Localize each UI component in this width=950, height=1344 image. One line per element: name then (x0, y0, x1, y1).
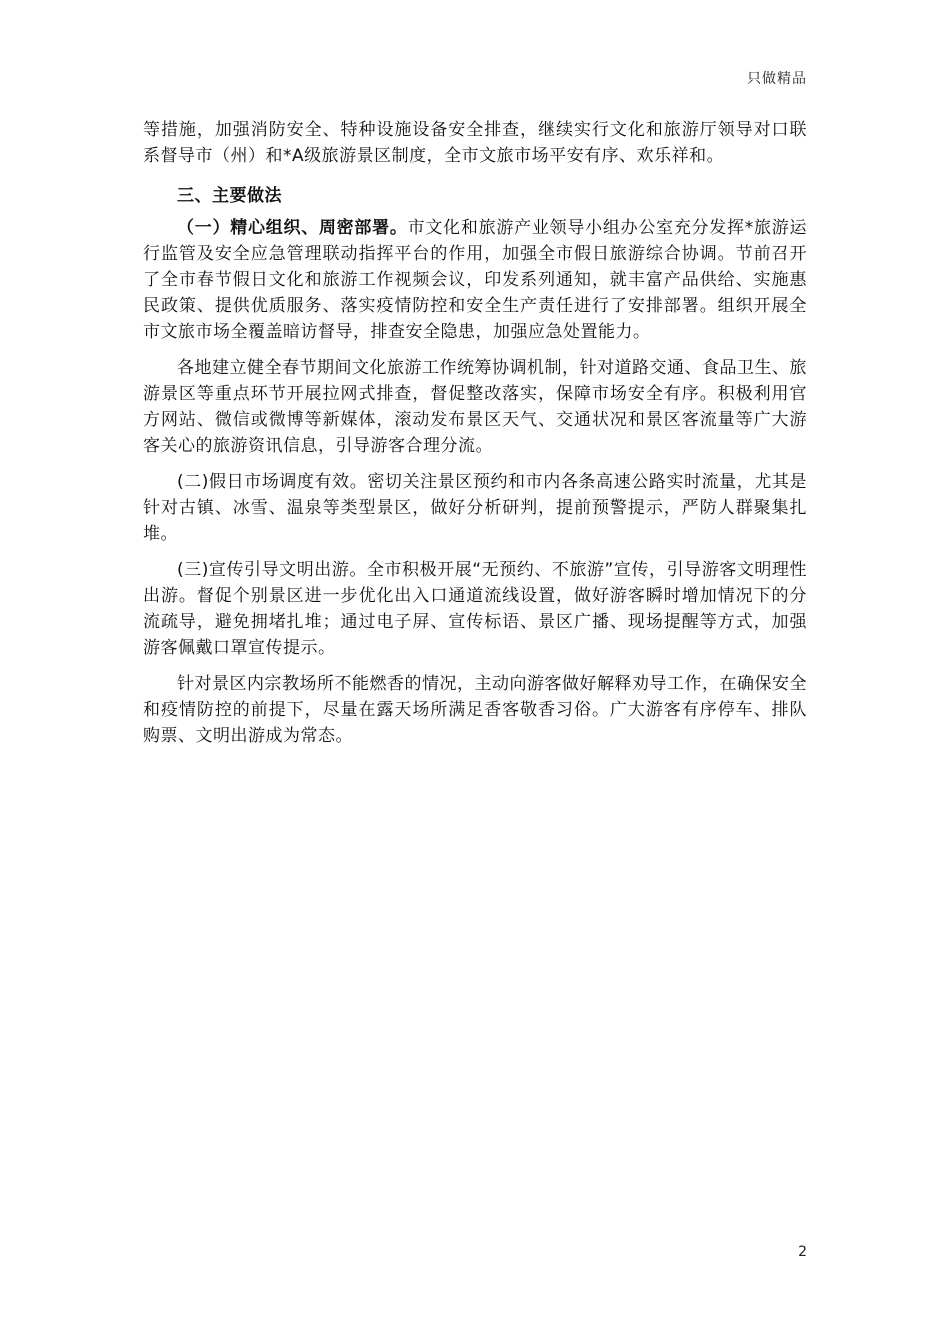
header-note: 只做精品 (747, 71, 807, 87)
paragraph-organization (143, 215, 807, 345)
paragraph-body-organization: 市文化和旅游产业领导小组办公室充分发挥*旅游运行监管及安全应急管理联动指挥平台的作用，加强全市假日旅游综合协调。节前召开了全市春节假日文化和旅游工作视频会议，印发系列通知，就丰富产品供给、实施惠民政策、提供优质服务、落实疫情防控和安全生产责任进行了安排部署。组织开展全市文旅市场全覆盖暗访督导，排查安全隐患，加强应急处置能力。 (143, 218, 808, 342)
page-number: 2 (798, 1244, 807, 1260)
section-heading: 三、主要做法 (177, 186, 282, 206)
document-body (143, 117, 807, 759)
paragraph-market-dispatch: (二)假日市场调度有效。密切关注景区预约和市内各条高速公路实时流量，尤其是针对古镇、冰雪、温泉等类型景区，做好分析研判，提前预警提示，严防人群聚集扎堆。 (143, 472, 807, 544)
paragraph-civilized-travel: (三)宣传引导文明出游。全市积极开展“无预约、不旅游”宣传，引导游客文明理性出游。督促个别景区进一步优化出入口通道流线设置，做好游客瞬时增加情况下的分流疏导，避免拥堵扎堆；通过电子屏、宣传标语、景区广播、现场提醒等方式，加强游客佩戴口罩宣传提示。 (143, 560, 807, 658)
paragraph-religious-sites: 针对景区内宗教场所不能燃香的情况，主动向游客做好解释劝导工作，在确保安全和疫情防控的前提下，尽量在露天场所满足香客敬香习俗。广大游客有序停车、排队购票、文明出游成为常态。 (143, 674, 807, 746)
paragraph-coordination: 各地建立健全春节期间文化旅游工作统筹协调机制，针对道路交通、食品卫生、旅游景区等重点环节开展拉网式排查，督促整改落实，保障市场安全有序。积极利用官方网站、微信或微博等新媒体，滚动发布景区天气、交通状况和景区客流量等广大游客关心的旅游资讯信息，引导游客合理分流。 (143, 358, 807, 456)
paragraph-lead-organization: （一）精心组织、周密部署。 (177, 218, 408, 238)
paragraph-continuation: 等措施，加强消防安全、特种设施设备安全排查，继续实行文化和旅游厅领导对口联系督导市（州）和*A级旅游景区制度，全市文旅市场平安有序、欢乐祥和。 (143, 120, 807, 166)
